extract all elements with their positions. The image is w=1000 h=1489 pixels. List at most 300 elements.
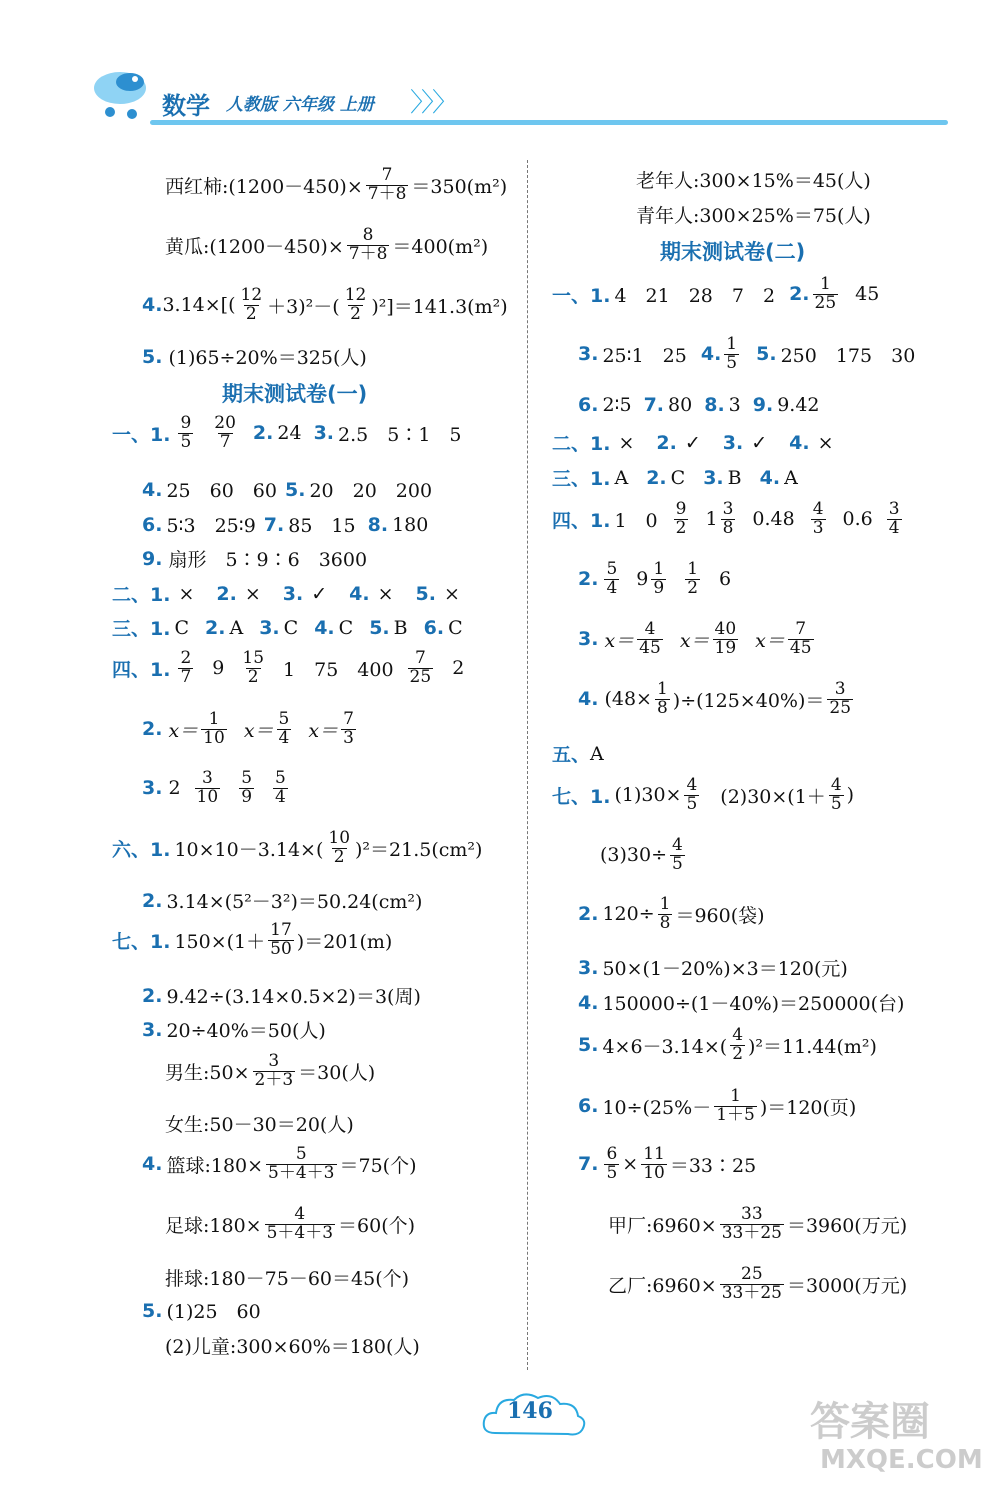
answer-text: × [618, 431, 635, 454]
answer-text: × [622, 1153, 639, 1176]
answer-text: C [448, 616, 463, 639]
answer-text: )²]＝141.3(m²) [371, 295, 508, 318]
column-divider [527, 160, 528, 1370]
answer-text: x＝ [308, 719, 339, 742]
answer-text: 西红柿:(1200－450)× [165, 175, 363, 198]
fraction [713, 621, 739, 658]
question-number: 二、1. [112, 584, 171, 606]
answer-text: )＝201(m) [296, 930, 393, 953]
denominator: 33＋25 [721, 1282, 782, 1303]
answer-line [552, 464, 798, 491]
question-number: 4. [142, 478, 163, 501]
question-number: 4. [578, 991, 599, 1014]
answer-text: 2 [452, 657, 465, 680]
numerator: 1 [819, 274, 831, 294]
answer-text: 1 75 400 [283, 658, 394, 681]
denominator: 5 [686, 793, 698, 814]
denominator: 10 [196, 786, 219, 807]
answer-text: 9 [636, 568, 649, 591]
answer-line [142, 770, 291, 807]
answer-line [112, 415, 462, 452]
answer-line [578, 989, 904, 1016]
fraction [641, 1146, 667, 1183]
header-rule [150, 120, 948, 125]
denominator: 10 [643, 1162, 665, 1183]
fraction [788, 621, 814, 658]
answer-text: 女生:50－30＝20(人) [165, 1114, 354, 1136]
answer-line [165, 1332, 420, 1359]
answer-text: C [338, 616, 354, 639]
denominator: 7＋8 [348, 243, 388, 264]
question-number: 六、1. [112, 838, 171, 861]
question-number: 8. [367, 513, 389, 536]
question-number: 7. [643, 394, 665, 416]
numerator: 8 [362, 225, 374, 245]
answer-text: 1 [705, 508, 718, 531]
answer-line [142, 511, 428, 538]
fraction [178, 415, 193, 452]
answer-text: 20÷40%＝50(人) [166, 1020, 326, 1042]
question-number: 4. [142, 1153, 163, 1176]
answer-line [142, 711, 359, 748]
numerator: 5 [278, 709, 290, 729]
denominator: 5 [672, 853, 683, 874]
denominator: 5＋4＋3 [266, 1222, 334, 1243]
answer-line [112, 614, 463, 641]
answer-text: 25 60 60 [166, 480, 277, 502]
answer-text: 黄瓜:(1200－450)× [165, 235, 344, 258]
answer-line [165, 1053, 375, 1090]
answer-text: 85 15 [288, 515, 356, 537]
numerator: 4 [812, 499, 824, 519]
fraction [341, 711, 356, 748]
fraction [343, 287, 369, 324]
question-number: 四、1. [552, 509, 611, 532]
answer-text: 篮球:180× [166, 1154, 264, 1177]
denominator: 2 [687, 577, 699, 598]
fraction [604, 1146, 619, 1183]
question-number: 4. [700, 343, 722, 366]
fraction [268, 922, 294, 959]
answer-text: ＝960(袋) [675, 904, 765, 927]
answer-text: 3.14×(5²－3²)＝50.24(cm²) [166, 891, 423, 913]
answer-text: B [393, 616, 408, 639]
denominator: 19 [714, 637, 737, 658]
answer-text: 排球:180－75－60＝45(个) [165, 1268, 410, 1290]
answer-line [578, 1146, 756, 1183]
answer-text: (1)65÷20%＝325(人) [168, 347, 367, 369]
numerator: 4 [732, 1025, 744, 1045]
numerator: 17 [270, 920, 292, 940]
fraction [201, 711, 227, 748]
answer-text: × [244, 582, 261, 605]
answer-text: 150×(1＋ [174, 930, 266, 953]
question-number: 3. [313, 422, 335, 445]
numerator: 12 [344, 285, 367, 305]
question-number: 2. [789, 283, 810, 306]
fraction [813, 276, 839, 313]
page-number: 146 [507, 1398, 553, 1424]
question-number: 2. [252, 422, 274, 445]
answer-text: 青年人:300×25%＝75(人) [636, 205, 871, 227]
question-number: 9. [752, 394, 774, 416]
answer-text: 3.14×[( [162, 294, 236, 317]
question-number: 3. [578, 628, 599, 651]
fraction [651, 561, 666, 598]
answer-text: (1)25 60 [166, 1301, 261, 1323]
question-number: 4. [578, 688, 599, 711]
numerator: 12 [240, 285, 263, 305]
answer-text: x＝ [755, 629, 785, 652]
fraction [212, 415, 238, 452]
fraction [655, 681, 670, 718]
denominator: 2 [247, 666, 259, 687]
answer-line [165, 227, 488, 264]
answer-line [600, 837, 688, 874]
question-number: 2. [205, 616, 226, 639]
numerator: 5 [275, 768, 286, 788]
fraction [239, 287, 265, 324]
numerator: 40 [714, 619, 737, 639]
question-number: 5. [142, 1299, 163, 1322]
question-number: 3. [578, 956, 599, 979]
denominator: 25 [409, 666, 432, 687]
answer-text: 老年人:300×15%＝45(人) [636, 170, 871, 192]
question-number: 3. [142, 1018, 163, 1041]
question-number: 5. [142, 345, 163, 368]
question-number: 2. [656, 431, 677, 454]
answer-line [578, 561, 731, 598]
answer-text: 120÷ [602, 903, 655, 926]
answer-line [165, 1110, 354, 1137]
question-number: 8. [704, 394, 725, 416]
answer-line [142, 1297, 261, 1324]
chevron-right-icon: 〉〉〉 [410, 88, 457, 118]
fraction [670, 837, 685, 874]
numerator: 33 [741, 1204, 763, 1224]
question-number: 3. [578, 343, 599, 366]
answer-text: ) [846, 784, 855, 807]
numerator: 1 [659, 894, 671, 914]
answer-text: 150000÷(1－40%)＝250000(台) [602, 993, 905, 1015]
answer-text: 男生:50× [165, 1061, 250, 1084]
denominator: 7＋8 [367, 183, 407, 204]
answer-text: A [784, 466, 798, 489]
question-number: 5. [756, 343, 777, 366]
numerator: 1 [730, 1086, 741, 1106]
question-number: 2. [142, 984, 163, 1007]
numerator: 20 [214, 413, 236, 433]
answer-line [578, 621, 817, 658]
question-number: 一、1. [552, 284, 611, 307]
question-number: 6. [142, 513, 163, 536]
question-number: 5. [578, 1034, 599, 1057]
denominator: 10 [203, 727, 225, 748]
question-number: 3. [703, 466, 724, 489]
answer-text: 9 [212, 657, 225, 680]
question-number: 5. [415, 582, 436, 605]
fraction [277, 711, 292, 748]
answer-text: ＝33∶25 [669, 1154, 757, 1177]
fraction [347, 227, 390, 264]
answer-text: )÷(125×40%)＝ [672, 689, 825, 712]
fraction [714, 1088, 757, 1125]
answer-text: 180 [392, 513, 429, 536]
answer-text: × [377, 582, 394, 605]
subject-title: 数学 [162, 92, 210, 120]
question-number: 2. [578, 568, 599, 591]
answer-text: (2)儿童:300×60%＝180(人) [165, 1336, 420, 1358]
question-number: 一、1. [112, 423, 171, 446]
answer-text: 10×10－3.14×( [174, 838, 324, 861]
answer-line [578, 681, 856, 718]
fraction [326, 830, 352, 867]
denominator: 50 [270, 938, 292, 959]
numerator: 9 [675, 499, 687, 519]
denominator: 2 [245, 303, 257, 324]
denominator: 8 [656, 697, 668, 718]
answer-line [142, 887, 422, 914]
numerator: 3 [268, 1051, 280, 1071]
denominator: 9 [653, 577, 665, 598]
answer-line [578, 1027, 877, 1064]
denominator: 2 [732, 1043, 744, 1064]
numerator: 9 [180, 413, 192, 433]
denominator: 3 [812, 517, 824, 538]
question-number: 4. [142, 294, 163, 317]
numerator: 3 [722, 499, 734, 519]
question-number: 四、1. [112, 658, 171, 681]
answer-text: 3 [728, 394, 741, 416]
denominator: 8 [722, 517, 734, 538]
answer-text: 0.6 [842, 508, 873, 531]
denominator: 7 [219, 431, 231, 452]
answer-line [578, 954, 848, 981]
answer-text: 2.5 5∶1 5 [338, 423, 462, 446]
fraction [604, 561, 619, 598]
answer-line [142, 1146, 417, 1183]
denominator: 2 [350, 303, 361, 324]
denominator: 3 [343, 727, 354, 748]
fraction [827, 681, 853, 718]
answer-text: x＝ [604, 629, 635, 652]
numerator: 4 [644, 619, 656, 639]
answer-text: 扇形 5∶9∶6 3600 [168, 549, 368, 571]
question-number: 2. [142, 718, 163, 741]
section-title: 期末测试卷(二) [660, 240, 806, 264]
answer-text: (48× [604, 688, 652, 711]
numerator: 11 [643, 1144, 665, 1164]
question-number: 七、1. [112, 930, 171, 953]
question-number: 3. [282, 582, 304, 605]
numerator: 1 [208, 709, 220, 729]
question-number: 7. [578, 1153, 599, 1176]
answer-text: 6 [719, 568, 732, 591]
fraction [887, 501, 902, 538]
numerator: 10 [328, 828, 351, 848]
answer-text: ＝350(m²) [411, 175, 508, 198]
answer-text: )²＝11.44(m²) [748, 1035, 877, 1058]
fraction [658, 896, 673, 933]
answer-line [142, 287, 508, 324]
question-number: 3. [142, 777, 163, 800]
answer-text: )＝120(页) [759, 1096, 857, 1119]
answer-text: 45 [855, 283, 880, 306]
answer-text: 50×(1－20%)×3＝120(元) [602, 958, 848, 980]
answer-text: ＝75(个) [339, 1154, 417, 1177]
answer-line [142, 343, 367, 370]
answer-text: ＋3)²－( [267, 295, 340, 318]
question-number: 5. [284, 478, 306, 501]
watermark-text: 答案圈 [810, 1399, 930, 1445]
numerator: 1 [653, 559, 665, 579]
answer-text: 甲厂:6960× [608, 1214, 717, 1237]
answer-line [112, 922, 392, 959]
answer-line [142, 545, 367, 572]
question-number: 6. [423, 616, 445, 639]
fraction [266, 1146, 336, 1183]
fraction [366, 167, 409, 204]
answer-text: )²＝21.5(cm²) [355, 838, 483, 861]
numerator: 3 [834, 679, 846, 699]
answer-text: × [443, 582, 460, 605]
answer-text: ＝3000(万元) [786, 1274, 908, 1297]
answer-text: ＝60(个) [338, 1214, 416, 1237]
answer-text: (2)30×(1＋ [720, 785, 826, 808]
answer-text: × [178, 582, 195, 605]
numerator: 5 [606, 559, 618, 579]
answer-line [112, 650, 464, 687]
answer-line [552, 429, 834, 456]
answer-text: (1)30× [614, 784, 682, 807]
question-number: 4. [759, 466, 781, 489]
answer-text: C [174, 616, 189, 639]
question-number: 三、1. [552, 468, 611, 490]
denominator: 45 [789, 637, 812, 658]
denominator: 5 [830, 793, 842, 814]
denominator: 33＋25 [721, 1222, 782, 1243]
answer-text: 250 175 30 [780, 344, 916, 367]
answer-line [552, 740, 604, 767]
answer-text: 80 [668, 394, 693, 416]
answer-text: × [817, 431, 834, 454]
denominator: 4 [275, 786, 286, 807]
answer-line [552, 777, 854, 814]
answer-line [112, 830, 482, 867]
answer-text: x＝ [679, 629, 710, 652]
fraction [674, 501, 689, 538]
fraction [829, 777, 844, 814]
denominator: 1＋5 [716, 1104, 755, 1125]
answer-text: C [283, 616, 299, 639]
denominator: 25 [814, 292, 837, 313]
question-number: 七、1. [552, 785, 611, 808]
answer-line [608, 1266, 907, 1303]
denominator: 5 [180, 431, 192, 452]
question-number: 6. [578, 1095, 599, 1118]
page-header [90, 60, 950, 130]
answer-line [608, 1206, 907, 1243]
answer-text: x＝ [243, 719, 274, 742]
denominator: 25 [829, 697, 852, 718]
answer-text: ✓ [684, 431, 701, 454]
numerator: 7 [381, 165, 393, 185]
fraction [273, 770, 288, 807]
answer-text: 足球:180× [165, 1214, 262, 1237]
answer-line [552, 276, 879, 313]
answer-text: 25∶1 25 [602, 344, 687, 367]
fraction [253, 1053, 296, 1090]
question-number: 9. [142, 547, 163, 570]
fraction [720, 1206, 784, 1243]
fraction [265, 1206, 335, 1243]
denominator: 2＋3 [254, 1069, 294, 1090]
question-number: 2. [578, 903, 599, 926]
denominator: 45 [639, 637, 661, 658]
answer-text: 9.42÷(3.14×0.5×2)＝3(周) [166, 986, 421, 1008]
question-number: 4. [314, 616, 335, 639]
answer-text: C [670, 466, 686, 489]
fraction [730, 1027, 745, 1064]
numerator: 6 [606, 1144, 618, 1164]
numerator: 3 [201, 768, 213, 788]
answer-text: 9.42 [777, 394, 820, 416]
numerator: 5 [241, 768, 253, 788]
answer-line [142, 1016, 326, 1043]
denominator: 4 [278, 727, 290, 748]
numerator: 5 [295, 1144, 307, 1164]
answer-text: 4 21 28 7 2 [614, 284, 776, 307]
answer-text: ＝3960(万元) [786, 1214, 908, 1237]
answer-text: A [229, 616, 244, 639]
denominator: 7 [180, 666, 192, 687]
numerator: 3 [888, 499, 900, 519]
numerator: 15 [242, 648, 265, 668]
denominator: 4 [606, 577, 618, 598]
watermark-url: MXQE.COM [820, 1445, 983, 1475]
answer-text: x＝ [168, 719, 199, 742]
denominator: 5 [606, 1162, 618, 1183]
question-number: 3. [259, 616, 280, 639]
answer-text: A [614, 466, 629, 489]
denominator: 2 [333, 846, 345, 867]
denominator: 8 [659, 912, 671, 933]
question-number: 2. [646, 466, 667, 489]
question-number: 2. [216, 582, 237, 605]
numerator: 1 [656, 679, 668, 699]
page-number-badge [480, 1388, 590, 1443]
answer-line [578, 1088, 856, 1125]
denominator: 5＋4＋3 [268, 1162, 335, 1183]
fraction [195, 770, 221, 807]
numerator: 4 [294, 1204, 306, 1224]
answer-line [165, 1206, 415, 1243]
fraction [685, 561, 700, 598]
question-number: 4. [789, 431, 810, 454]
denominator: 9 [241, 786, 253, 807]
denominator: 2 [675, 517, 687, 538]
section-title: 期末测试卷(一) [222, 382, 368, 406]
fraction [408, 650, 434, 687]
question-number: 7. [263, 513, 285, 536]
answer-text: 1 0 [614, 509, 658, 532]
question-number: 五、 [552, 744, 591, 766]
answer-text: 2 [168, 777, 181, 800]
answer-text: B [727, 466, 742, 489]
numerator: 4 [686, 775, 698, 795]
question-number: 二、1. [552, 433, 611, 455]
answer-line [112, 580, 460, 607]
